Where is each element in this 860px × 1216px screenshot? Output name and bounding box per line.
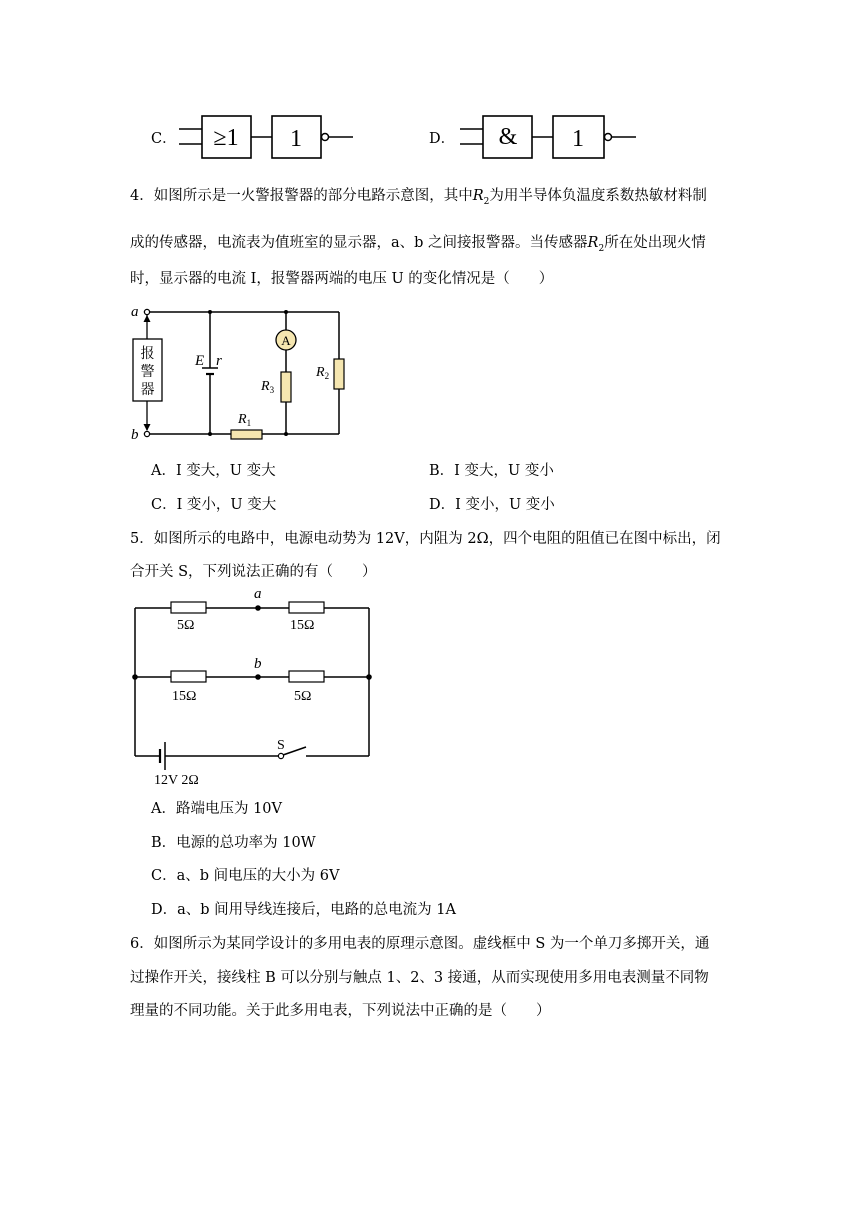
q6-stem-line-2: 过操作开关，接线柱 B 可以分别与触点 1、2、3 接通，从而实现使用多用电表测量不同物	[130, 970, 709, 986]
q3-gate-d-first-symbol: &	[498, 124, 518, 150]
q3-option-d-gate-diagram	[456, 110, 656, 170]
q6-stem-line-3: 理量的不同功能。关于此多用电表，下列说法中正确的是（ ）	[130, 1003, 551, 1019]
q5-option-c: C．a、b 间电压的大小为 6V	[151, 868, 340, 884]
q3-option-d-label: D．	[429, 131, 456, 147]
q4-r3-label: $R_3$	[261, 379, 275, 395]
q5-label-mid-right: 5Ω	[294, 689, 312, 704]
q5-resistor-top-right	[289, 602, 324, 613]
q5-stem-line-1: 5．如图所示的电路中，电源电动势为 12V，内阻为 2Ω，四个电阻的阻值已在图中标出，闭	[130, 531, 721, 547]
q4-ammeter-label: A	[281, 333, 291, 348]
q4-stem-line-2: 成的传感器，电流表为值班室的显示器，a、b 之间接报警器。当传感器$R_2$所在处出现火情	[130, 235, 706, 254]
q5-battery-label: 12V 2Ω	[154, 773, 199, 788]
q4-r1-resistor	[231, 430, 262, 439]
q4-r2-symbol: R	[472, 188, 484, 204]
q5-resistor-mid-left	[171, 671, 206, 682]
q4-internal-resistance-label: r	[216, 353, 222, 369]
q5-stem-line-2: 合开关 S，下列说法正确的有（ ）	[130, 564, 377, 580]
q5-label-top-left: 5Ω	[177, 618, 195, 633]
q4-option-b: B．I 变大，U 变小	[429, 463, 554, 479]
q4-alarm-char-3: 器	[140, 382, 155, 398]
q5-node-b-label: b	[254, 656, 262, 672]
q4-node-a-label: a	[131, 304, 139, 320]
q5-node-a-label: a	[254, 586, 262, 602]
q4-r1-label: $R_1$	[238, 412, 252, 428]
q4-alarm-char-1: 报	[140, 346, 155, 362]
q5-resistor-top-left	[171, 602, 206, 613]
q4-stem-line-3: 时，显示器的电流 I，报警器两端的电压 U 的变化情况是（ ）	[130, 271, 554, 287]
q5-circuit-diagram	[128, 585, 388, 788]
q4-circuit-diagram	[128, 302, 368, 442]
q4-r2-resistor	[334, 359, 344, 389]
q5-option-d: D．a、b 间用导线连接后，电路的总电流为 1A	[151, 902, 456, 918]
q3-option-c-gate-diagram	[175, 110, 375, 170]
q4-option-d: D．I 变小，U 变小	[429, 497, 555, 513]
q5-label-top-right: 15Ω	[290, 618, 315, 633]
q4-option-a: A．I 变大，U 变大	[151, 463, 276, 479]
q5-resistor-mid-right	[289, 671, 324, 682]
q3-option-c-label: C．	[151, 131, 177, 147]
q4-option-c: C．I 变小，U 变大	[151, 497, 277, 513]
q5-option-a: A．路端电压为 10V	[151, 801, 283, 817]
q4-r3-resistor	[281, 372, 291, 402]
q3-gate-c-first-symbol: ≥1	[213, 125, 239, 151]
q3-gate-d-second-symbol: 1	[572, 126, 584, 152]
q4-emf-label: E	[195, 353, 205, 369]
q5-switch-label: S	[277, 738, 285, 753]
q5-label-mid-left: 15Ω	[172, 689, 197, 704]
q4-r2-label: $R_2$	[316, 365, 330, 381]
q5-option-b: B．电源的总功率为 10W	[151, 835, 316, 851]
q6-stem-line-1: 6．如图所示为某同学设计的多用电表的原理示意图。虚线框中 S 为一个单刀多掷开关，通	[130, 936, 710, 952]
q4-node-b-label: b	[131, 427, 139, 443]
q4-stem-line-1: 4．如图所示是一火警报警器的部分电路示意图，其中$R_2$为用半导体负温度系数热敏材料制	[130, 188, 707, 207]
q3-gate-c-second-symbol: 1	[290, 126, 302, 152]
q4-alarm-char-2: 警	[140, 364, 155, 380]
